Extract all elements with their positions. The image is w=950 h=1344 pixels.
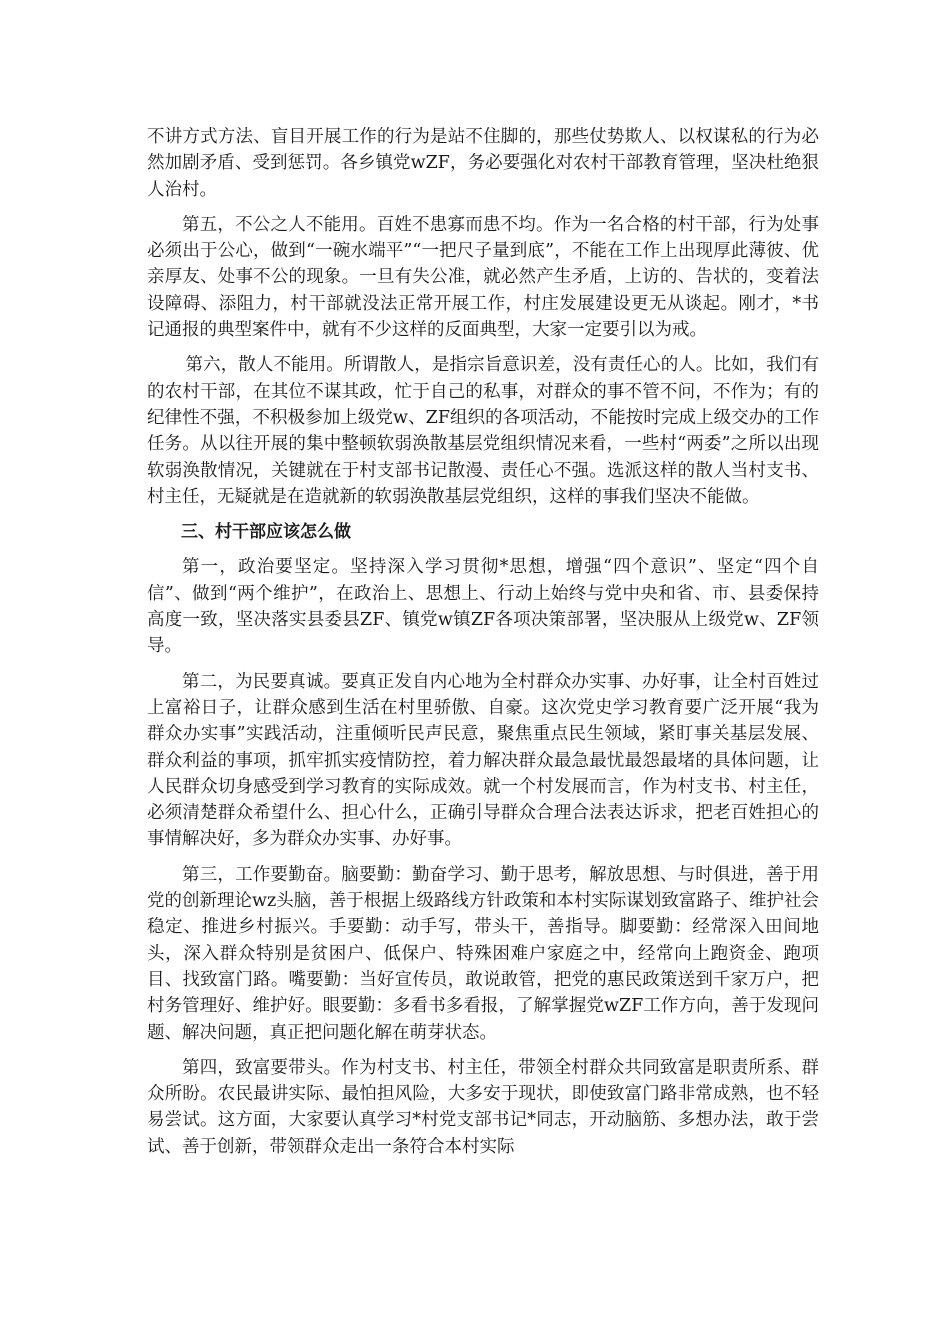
paragraph-sixth: 第六，散人不能用。所谓散人，是指宗旨意识差，没有责任心的人。比如，我们有的农村干部，在其位不谋其政，忙于自己的私事，对群众的事不管不问，不作为；有的纪律性不强，不积极参加上级党w、ZF组织的各项活动，不能按时完成上级交办的工作任务。从以往开展的集中整顿软弱涣散基层党组织情况来看，一些村“两委”之所以出现软弱涣散情况，关键就在于村支部书记散漫、责任心不强。选派这样的散人当村支书、村主任，无疑就是在造就新的软弱涣散基层党组织，这样的事我们坚决不能做。 <box>147 355 819 507</box>
paragraph-politics: 第一，政治要坚定。坚持深入学习贯彻*思想，增强“四个意识”、坚定“四个自信”、做到“两个维护”，在政治上、思想上、行动上始终与党中央和省、市、县委保持高度一致，坚决落实县委县ZF、镇党w镇ZF各项决策部署，坚决服从上级党w、ZF领导。 <box>147 557 819 657</box>
paragraph-diligence: 第三，工作要勤奋。脑要勤：勤奋学习、勤于思考，解放思想、与时俱进，善于用党的创新理论wz头脑，善于根据上级路线方针政策和本村实际谋划致富路子、维护社会稳定、推进乡村振兴。手要勤：动手写，带头干，善指导。脚要勤：经常深入田间地头，深入群众特别是贫困户、低保户、特殊困难户家庭之中，经常向上跑资金、跑项目、找致富门路。嘴要勤：当好宣传员，敢说敢管，把党的惠民政策送到千家万户，把村务管理好、维护好。眼要勤：多看书多看报，了解掌握党wZF工作方向，善于发现问题、解决问题，真正把问题化解在萌芽状态。 <box>147 864 819 1043</box>
paragraph-fifth: 第五，不公之人不能用。百姓不患寡而患不均。作为一名合格的村干部，行为处事必须出于公心，做到“一碗水端平”“一把尺子量到底”，不能在工作上出现厚此薄彼、优亲厚友、处事不公的现象。一旦有失公准，就必然产生矛盾，上访的、告状的，变着法设障碍、添阻力，村干部就没法正常开展工作，村庄发展建设更无从谈起。刚才，*书记通报的典型案件中，就有不少这样的反面典型，大家一定要引以为戒。 <box>147 214 819 341</box>
document-page <box>147 124 819 1169</box>
paragraph-continuation: 不讲方式方法、盲目开展工作的行为是站不住脚的，那些仗势欺人、以权谋私的行为必然加剧矛盾、受到惩罚。各乡镇党wZF，务必要强化对农村干部教育管理，坚决杜绝狠人治村。 <box>147 127 819 200</box>
paragraph-prosperity: 第四，致富要带头。作为村支书、村主任，带领全村群众共同致富是职责所系、群众所盼。农民最讲实际、最怕担风险，大多安于现状，即使致富门路非常成熟，也不轻易尝试。这方面，大家要认真学习*村党支部书记*同志，开动脑筋、多想办法，敢于尝试、善于创新，带领群众走出一条符合本村实际 <box>147 1057 819 1157</box>
paragraph-sincerity: 第二，为民要真诚。要真正发自内心地为全村群众办实事、办好事，让全村百姓过上富裕日子，让群众感到生活在村里骄傲、自豪。这次党史学习教育要广泛开展“我为群众办实事”实践活动，注重倾听民声民意，聚焦重点民生领域，紧盯事关基层发展、群众利益的事项，抓牢抓实疫情防控，着力解决群众最急最忧最怨最堵的具体问题，让人民群众切身感受到学习教育的实际成效。就一个村发展而言，作为村支书、村主任，必须清楚群众希望什么、担心什么，正确引导群众合理合法表达诉求，把老百姓担心的事情解决好，多为群众办实事、办好事。 <box>147 671 819 850</box>
section-heading: 三、村干部应该怎么做 <box>181 522 351 543</box>
